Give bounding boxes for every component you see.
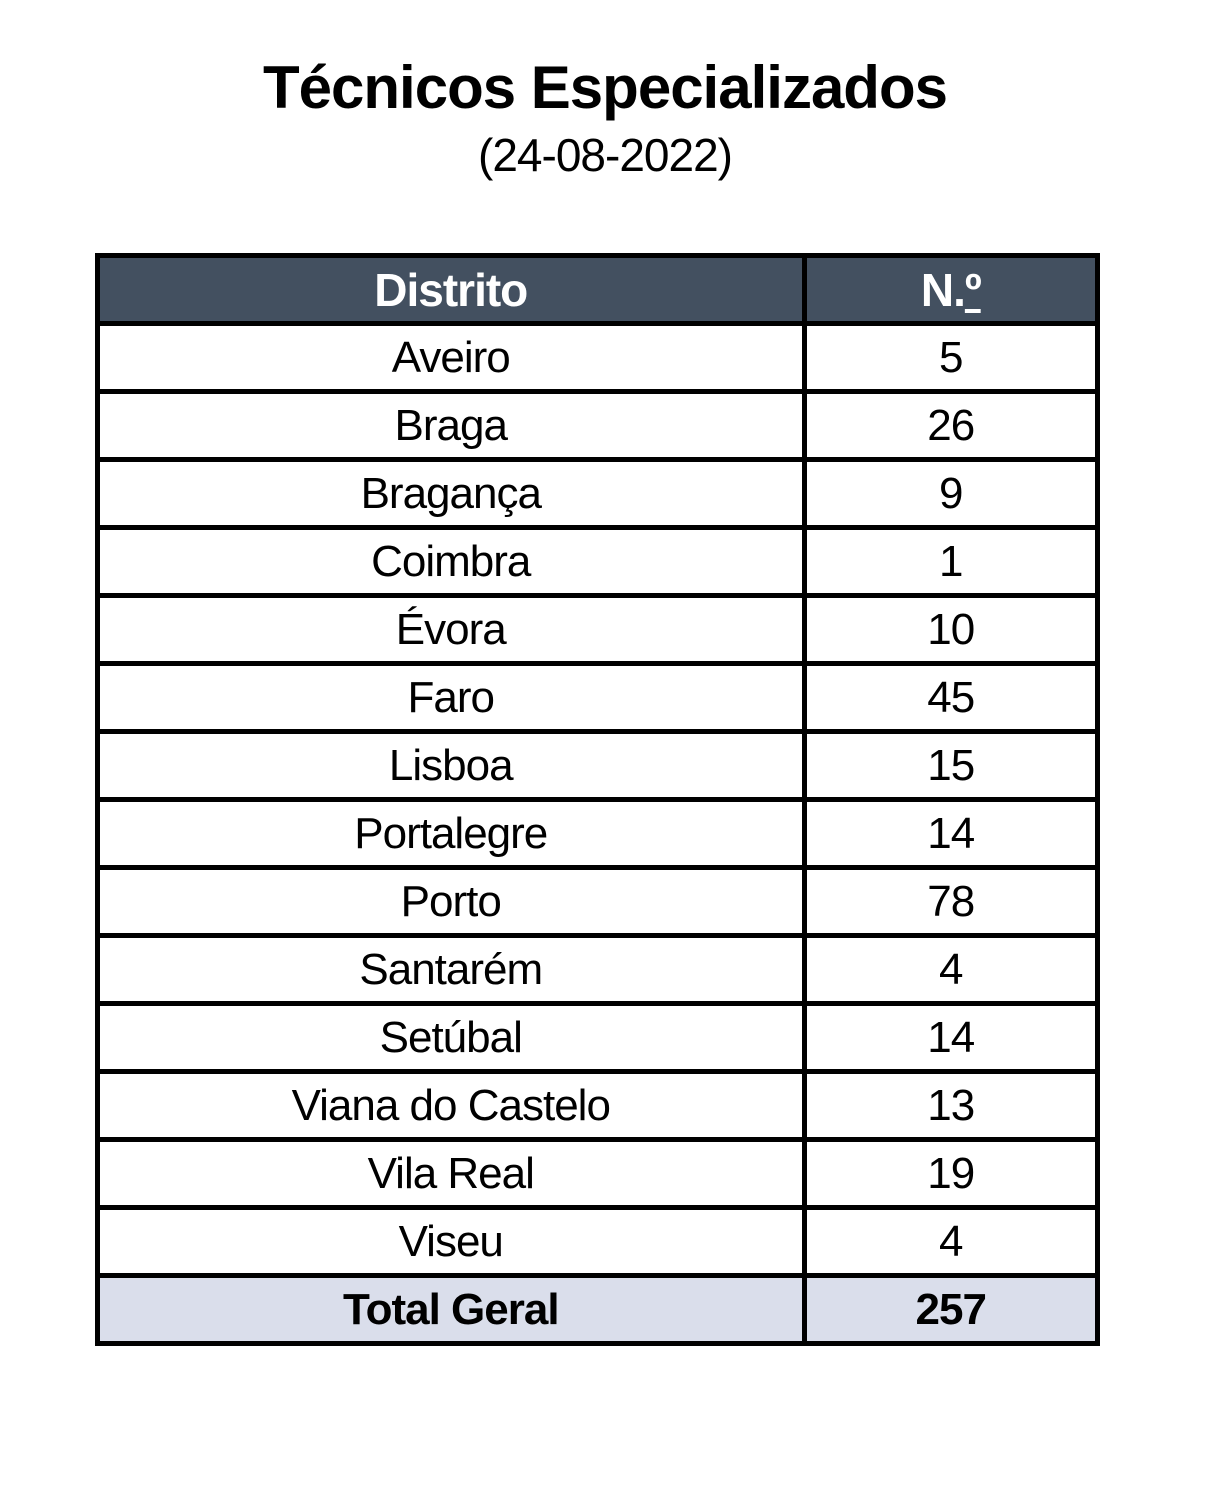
district-cell: Vila Real bbox=[98, 1140, 805, 1208]
count-cell: 5 bbox=[804, 324, 1097, 392]
count-cell: 19 bbox=[804, 1140, 1097, 1208]
table-row bbox=[98, 460, 1098, 528]
district-cell: Aveiro bbox=[98, 324, 805, 392]
total-row bbox=[98, 1276, 1098, 1344]
count-cell: 4 bbox=[804, 936, 1097, 1004]
table-row bbox=[98, 936, 1098, 1004]
table-row bbox=[98, 1140, 1098, 1208]
count-cell: 10 bbox=[804, 596, 1097, 664]
total-value-cell: 257 bbox=[804, 1276, 1097, 1344]
district-cell: Portalegre bbox=[98, 800, 805, 868]
districts-table bbox=[95, 253, 1100, 1346]
table-row bbox=[98, 800, 1098, 868]
count-cell: 45 bbox=[804, 664, 1097, 732]
count-cell: 78 bbox=[804, 868, 1097, 936]
district-cell: Viseu bbox=[98, 1208, 805, 1276]
count-cell: 15 bbox=[804, 732, 1097, 800]
header-row bbox=[98, 256, 1098, 324]
count-cell: 1 bbox=[804, 528, 1097, 596]
table-row bbox=[98, 868, 1098, 936]
table-row bbox=[98, 732, 1098, 800]
header-cell-numero bbox=[804, 256, 1097, 324]
district-cell: Braga bbox=[98, 392, 805, 460]
district-cell: Viana do Castelo bbox=[98, 1072, 805, 1140]
table-row bbox=[98, 596, 1098, 664]
title-block bbox=[0, 0, 1210, 179]
district-cell: Bragança bbox=[98, 460, 805, 528]
table-body bbox=[98, 324, 1098, 1344]
count-cell: 9 bbox=[804, 460, 1097, 528]
district-cell: Lisboa bbox=[98, 732, 805, 800]
district-cell: Santarém bbox=[98, 936, 805, 1004]
numero-prefix: N. bbox=[920, 263, 965, 316]
count-cell: 4 bbox=[804, 1208, 1097, 1276]
table-row bbox=[98, 392, 1098, 460]
district-cell: Évora bbox=[98, 596, 805, 664]
page-title: Técnicos Especializados bbox=[263, 54, 947, 121]
district-cell: Setúbal bbox=[98, 1004, 805, 1072]
page-subtitle: (24-08-2022) bbox=[478, 129, 732, 181]
table-row bbox=[98, 664, 1098, 732]
count-cell: 14 bbox=[804, 800, 1097, 868]
table-row bbox=[98, 1004, 1098, 1072]
district-cell: Porto bbox=[98, 868, 805, 936]
table-row bbox=[98, 324, 1098, 392]
header-cell-distrito: Distrito bbox=[98, 256, 805, 324]
table-header bbox=[98, 256, 1098, 324]
table-row bbox=[98, 528, 1098, 596]
numero-ordinal-indicator: º bbox=[964, 263, 981, 316]
table-row bbox=[98, 1072, 1098, 1140]
district-cell: Coimbra bbox=[98, 528, 805, 596]
count-cell: 14 bbox=[804, 1004, 1097, 1072]
district-cell: Faro bbox=[98, 664, 805, 732]
count-cell: 13 bbox=[804, 1072, 1097, 1140]
table-row bbox=[98, 1208, 1098, 1276]
count-cell: 26 bbox=[804, 392, 1097, 460]
table-container bbox=[95, 253, 1100, 1346]
total-label-cell: Total Geral bbox=[98, 1276, 805, 1344]
